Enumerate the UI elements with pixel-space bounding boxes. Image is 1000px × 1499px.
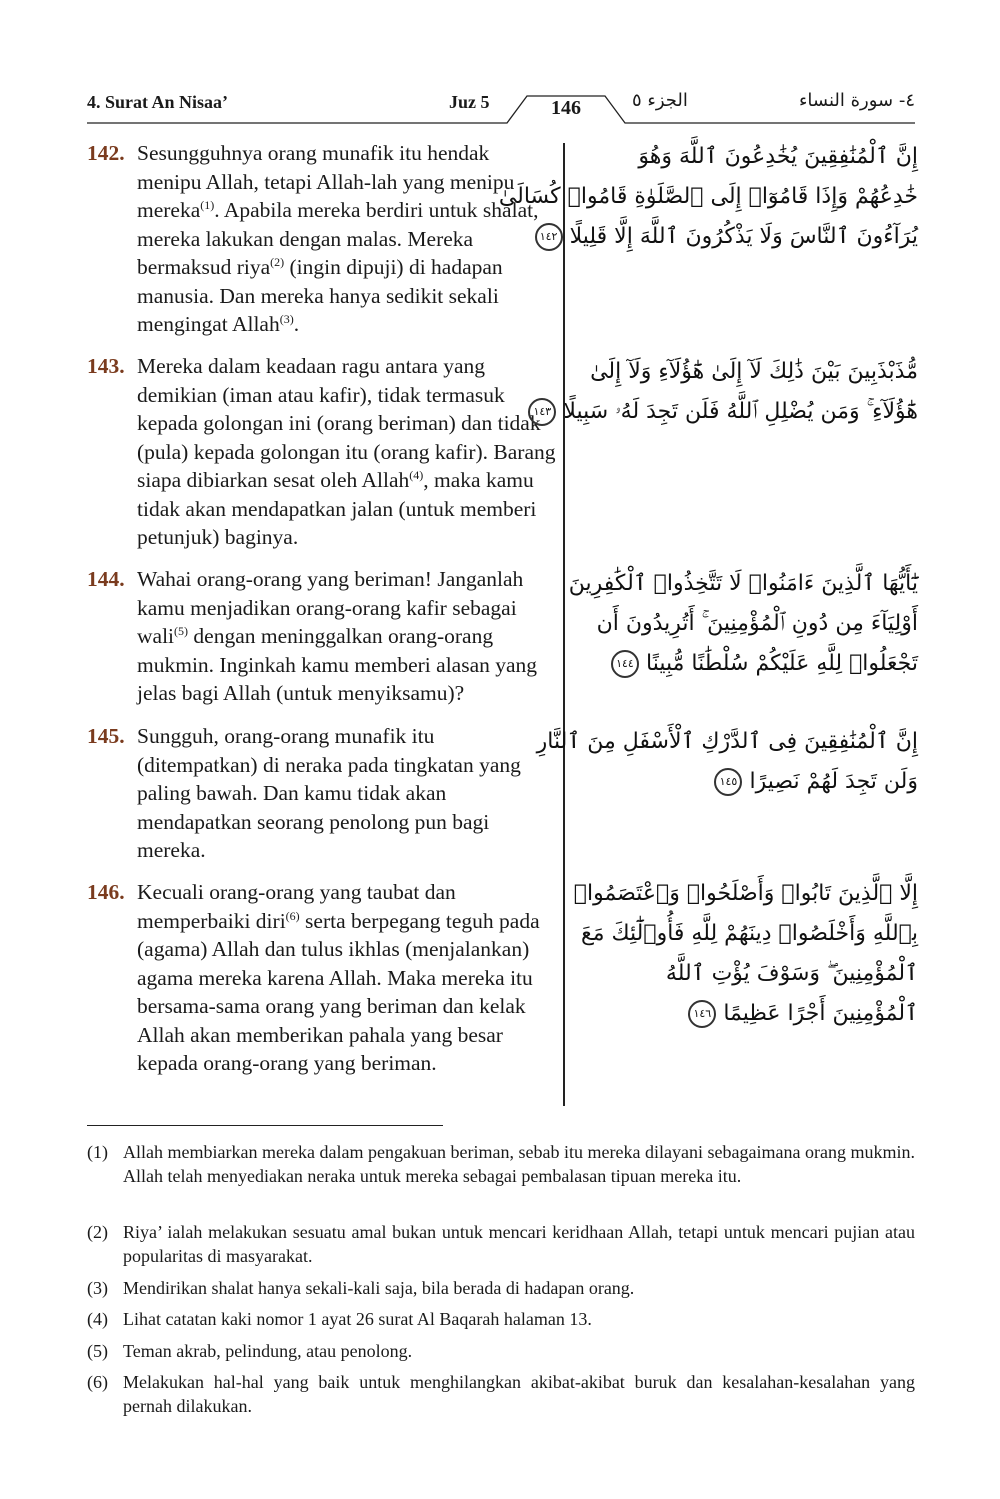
- footnote-text: Melakukan hal-hal yang baik untuk menghilangkan akibat-akibat buruk dan kesalahan-kesalahan yang pernah dilakukan.: [123, 1372, 915, 1416]
- verse-text: Mereka dalam keadaan ragu antara yang demikian (iman atau kafir), tidak termasuk kepada golongan ini (orang beriman) dan tidak (pula) kepada golongan itu (orang kafir). Barang siapa dibiarkan sesat oleh Allah$^{(4)}$, maka kamu tidak akan mendapatkan jalan (untuk memberi petunjuk) baginya.: [137, 354, 556, 549]
- arabic-line: إِنَّ ٱلْمُنَٰفِقِينَ فِى ٱلدَّرْكِ ٱلْأَسْفَلِ مِنَ ٱلنَّارِ: [536, 729, 918, 754]
- surah-title-arabic: ٤- سورة النساء: [798, 90, 915, 111]
- verse-number: 145.: [87, 724, 125, 748]
- arabic-line: إِنَّ ٱلْمُنَٰفِقِينَ يُخَٰدِعُونَ ٱللَّهَ وَهُوَ: [638, 144, 918, 169]
- footnote-number: (3): [87, 1278, 108, 1298]
- verse-translation-145: [87, 722, 557, 865]
- verse-arabic-144: [568, 564, 918, 684]
- arabic-line: تَجْعَلُوا۟ لِلَّهِ عَلَيْكُمْ سُلْطَٰنًا مُّبِينًا ١٤٤: [578, 644, 918, 684]
- footnote-number: (1): [87, 1142, 108, 1162]
- surah-title-latin: 4. Surat An Nisaa’: [87, 92, 229, 112]
- verse-text: Sesungguhnya orang munafik itu hendak menipu Allah, tetapi Allah-lah yang menipu mereka$^{(1)}$. Apabila mereka berdiri untuk shalat, mereka lakukan dengan malas. Mereka bermaksud riya$^{(2)}$ (ingin dipuji) di hadapan manusia. Dan mereka hanya sedikit sekali mengingat Allah$^{(3)}$.: [137, 141, 539, 336]
- arabic-line: أَوْلِيَآءَ مِن دُونِ ٱلْمُؤْمِنِينَ ۚ أَتُرِيدُونَ أَن: [596, 611, 918, 636]
- arabic-line: يَٰٓأَيُّهَا ٱلَّذِينَ ءَامَنُوا۟ لَا تَتَّخِذُوا۟ ٱلْكَٰفِرِينَ: [568, 571, 918, 596]
- footnote-text: Riya’ ialah melakukan sesuatu amal bukan untuk mencari keridhaan Allah, tetapi untuk mencari pujian atau popularitas di masyarakat.: [123, 1222, 915, 1266]
- ayah-marker-icon: ١٤٤: [611, 650, 639, 678]
- ayah-marker-icon: ١٤٦: [688, 1000, 716, 1028]
- verse-arabic-146: [573, 874, 918, 1034]
- verse-translation-146: [87, 878, 557, 1078]
- verse-arabic-143: [533, 352, 918, 432]
- juz-label-arabic: الجزء ٥: [632, 90, 688, 111]
- arabic-line: يُرَآءُونَ ٱلنَّاسَ وَلَا يَذْكُرُونَ ٱللَّهَ إِلَّا قَلِيلًا ١٤٢: [578, 217, 918, 257]
- verse-translation-142: [87, 139, 557, 339]
- verse-text: Wahai orang-orang yang beriman! Janganlah kamu menjadikan orang-orang kafir sebagai wali$^{(5)}$ dengan meninggalkan orang-orang mukmin. Inginkah kamu memberi alasan yang jelas bagi Allah (untuk menyiksamu)?: [137, 567, 538, 705]
- ayah-marker-icon: ١٤٣: [528, 398, 556, 426]
- footnote-number: (5): [87, 1341, 108, 1361]
- page-number: 146: [551, 97, 581, 119]
- arabic-line: ٱلْمُؤْمِنِينَ ۖ وَسَوْفَ يُؤْتِ ٱللَّهُ: [665, 961, 918, 986]
- footnote-5: [87, 1340, 915, 1364]
- verse-number: 146.: [87, 880, 125, 904]
- arabic-line: وَلَن تَجِدَ لَهُمْ نَصِيرًا ١٤٥: [578, 762, 918, 802]
- arabic-line: ٱلْمُؤْمِنِينَ أَجْرًا عَظِيمًا ١٤٦: [578, 994, 918, 1034]
- page-header: [87, 92, 915, 132]
- footnote-1: [87, 1141, 915, 1188]
- footnote-rule: [87, 1125, 443, 1126]
- footnote-text: Lihat catatan kaki nomor 1 ayat 26 surat Al Baqarah halaman 13.: [123, 1309, 592, 1329]
- footnote-2: [87, 1221, 915, 1268]
- column-divider: [563, 143, 565, 1106]
- arabic-line: هَٰٓؤُلَآءِ ۚ وَمَن يُضْلِلِ ٱللَّهُ فَلَن تَجِدَ لَهُۥ سَبِيلًا ١٤٣: [578, 392, 918, 432]
- footnote-text: Mendirikan shalat hanya sekali-kali saja, bila berada di hadapan orang.: [123, 1278, 635, 1298]
- footnote-number: (2): [87, 1222, 108, 1242]
- footnote-4: [87, 1308, 915, 1332]
- verse-arabic-142: [498, 137, 918, 257]
- footnote-3: [87, 1277, 915, 1301]
- verse-text: Sungguh, orang-orang munafik itu (ditempatkan) di neraka pada tingkatan yang paling bawah. Dan kamu tidak akan mendapatkan seorang penolong pun bagi mereka.: [137, 724, 521, 862]
- verse-translation-144: [87, 565, 557, 708]
- arabic-line: بِٱللَّهِ وَأَخْلَصُوا۟ دِينَهُمْ لِلَّهِ فَأُو۟لَٰٓئِكَ مَعَ: [581, 921, 918, 946]
- juz-label-latin: Juz 5: [449, 92, 490, 112]
- arabic-line: مُّذَبْذَبِينَ بَيْنَ ذَٰلِكَ لَآ إِلَىٰ هَٰٓؤُلَآءِ وَلَآ إِلَىٰ: [590, 359, 918, 384]
- verse-number: 144.: [87, 567, 125, 591]
- ayah-marker-icon: ١٤٥: [714, 768, 742, 796]
- arabic-line: خَٰدِعُهُمْ وَإِذَا قَامُوٓا۟ إِلَى ٱلصَّلَوٰةِ قَامُوا۟ كُسَالَىٰ: [498, 184, 918, 209]
- footnote-text: Teman akrab, pelindung, atau penolong.: [123, 1341, 413, 1361]
- verse-number: 143.: [87, 354, 125, 378]
- arabic-line: إِلَّا ٱلَّذِينَ تَابُوا۟ وَأَصْلَحُوا۟ وَٱعْتَصَمُوا۟: [573, 881, 918, 906]
- footnote-6: [87, 1371, 915, 1418]
- footnote-number: (6): [87, 1372, 108, 1392]
- footnote-ref: (5): [174, 624, 189, 638]
- footnote-ref: (4): [409, 468, 424, 482]
- verse-translation-143: [87, 352, 557, 552]
- verse-arabic-145: [536, 722, 918, 802]
- verse-number: 142.: [87, 141, 125, 165]
- footnote-text: Allah membiarkan mereka dalam pengakuan beriman, sebab itu mereka dilayani sebagaimana orang mukmin. Allah telah menyediakan neraka untuk mereka sebagai pembalasan tipuan mereka itu.: [123, 1142, 915, 1186]
- footnote-ref: (1): [200, 198, 215, 212]
- footnote-ref: (3): [279, 312, 294, 326]
- verse-text: Kecuali orang-orang yang taubat dan memperbaiki diri$^{(6)}$ serta berpegang teguh pada (agama) Allah dan tulus ikhlas (menjalankan) agama mereka karena Allah. Maka mereka itu bersama-sama orang yang beriman dan kelak Allah akan memberikan pahala yang besar kepada orang-orang yang beriman.: [137, 880, 540, 1075]
- footnote-ref: (6): [285, 908, 300, 923]
- footnote-number: (4): [87, 1309, 108, 1329]
- ayah-marker-icon: ١٤٢: [535, 223, 563, 251]
- footnote-ref: (2): [270, 255, 285, 269]
